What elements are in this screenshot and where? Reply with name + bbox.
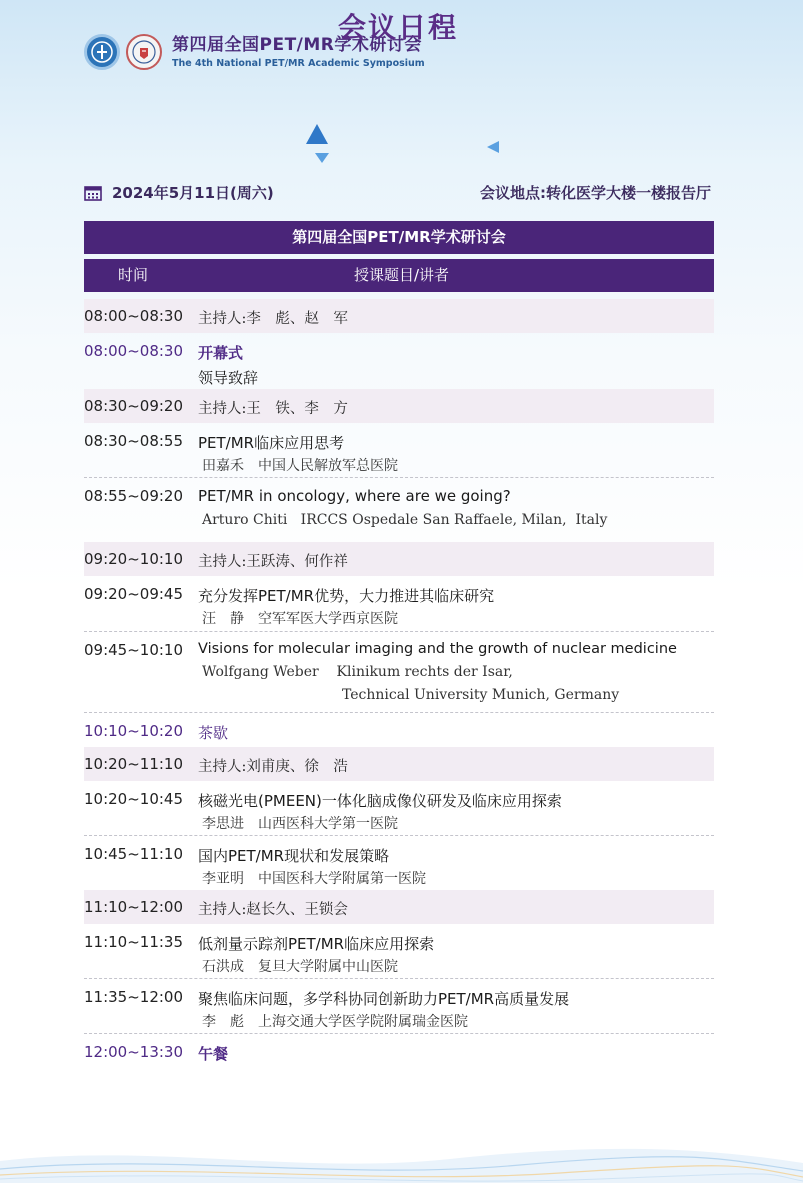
talk-speaker: 李 彪 上海交通大学医学院附属瑞金医院 bbox=[202, 1014, 468, 1030]
session-time: 08:30~09:20 bbox=[84, 397, 184, 415]
header-title-en: The 4th National PET/MR Academic Symposium bbox=[172, 58, 425, 69]
talk-row bbox=[84, 423, 714, 478]
session-time: 08:00~08:30 bbox=[84, 307, 184, 325]
talk-time: 09:20~09:45 bbox=[84, 585, 184, 603]
talk-title: 低剂量示踪剂PET/MR临床应用探索 bbox=[198, 935, 435, 953]
talk-title: PET/MR in oncology, where are we going? bbox=[198, 487, 511, 505]
talk-time: 10:20~10:45 bbox=[84, 790, 184, 808]
university-logo bbox=[126, 34, 162, 70]
talk-time: 11:35~12:00 bbox=[84, 988, 184, 1006]
hospital-logo bbox=[84, 34, 120, 70]
page-title: 会议日程 bbox=[338, 11, 459, 44]
moderator-names: 主持人:刘甫庚、徐 浩 bbox=[198, 759, 348, 775]
talk-speaker: Arturo Chiti IRCCS Ospedale San Raffaele, Milan, Italy bbox=[202, 512, 608, 528]
session-time: 12:00~13:30 bbox=[84, 1043, 184, 1061]
talk-row bbox=[84, 632, 714, 713]
session-time: 08:00~08:30 bbox=[84, 342, 184, 360]
opening-ceremony-row bbox=[84, 333, 714, 389]
moderator-names: 主持人:王 铁、李 方 bbox=[198, 401, 348, 417]
session-time: 10:10~10:20 bbox=[84, 722, 184, 740]
date-text: 2024年5月11日(周六) bbox=[112, 184, 274, 202]
talk-title: 充分发挥PET/MR优势，大力推进其临床研究 bbox=[198, 587, 495, 605]
talk-speaker: 石洪成 复旦大学附属中山医院 bbox=[202, 959, 398, 975]
talk-time: 11:10~11:35 bbox=[84, 933, 184, 951]
talk-speaker: 李亚明 中国医科大学附属第一医院 bbox=[202, 871, 426, 887]
session-time: 11:10~12:00 bbox=[84, 898, 184, 916]
talk-row bbox=[84, 478, 714, 542]
talk-time: 10:45~11:10 bbox=[84, 845, 184, 863]
triangle-icon bbox=[314, 152, 330, 164]
talk-row bbox=[84, 781, 714, 836]
talk-time: 09:45~10:10 bbox=[84, 641, 184, 659]
talk-row bbox=[84, 979, 714, 1034]
talk-speaker-affiliation: Technical University Munich, Germany bbox=[342, 687, 620, 703]
table-banner: 第四届全国PET/MR学术研讨会 bbox=[84, 221, 714, 254]
moderator-row bbox=[84, 389, 714, 423]
table-column-header bbox=[84, 259, 714, 292]
session-time: 10:20~11:10 bbox=[84, 755, 184, 773]
talk-speaker: 汪 静 空军军医大学西京医院 bbox=[202, 611, 398, 627]
talk-title: 国内PET/MR现状和发展策略 bbox=[198, 847, 390, 865]
talk-title: 聚焦临床问题，多学科协同创新助力PET/MR高质量发展 bbox=[198, 990, 570, 1008]
header-title-cn: 第四届全国PET/MR学术研讨会 bbox=[172, 35, 422, 55]
column-time: 时间 bbox=[118, 266, 149, 284]
break-row bbox=[84, 713, 714, 747]
agenda-list bbox=[84, 299, 714, 1068]
talk-speaker: Wolfgang Weber Klinikum rechts der Isar, bbox=[202, 664, 513, 680]
event-title: 茶歇 bbox=[198, 724, 229, 742]
talk-row bbox=[84, 924, 714, 979]
talk-time: 08:55~09:20 bbox=[84, 487, 184, 505]
talk-title: 核磁光电(PMEEN)一体化脑成像仪研发及临床应用探索 bbox=[198, 792, 562, 810]
moderator-row bbox=[84, 542, 714, 576]
session-time: 09:20~10:10 bbox=[84, 550, 184, 568]
calendar-icon bbox=[84, 185, 102, 201]
moderator-row bbox=[84, 299, 714, 333]
talk-speaker: 李思进 山西医科大学第一医院 bbox=[202, 816, 398, 832]
talk-time: 08:30~08:55 bbox=[84, 432, 184, 450]
moderator-names: 主持人:王跃涛、何作祥 bbox=[198, 554, 348, 570]
column-topic: 授课题目/讲者 bbox=[354, 266, 450, 284]
moderator-names: 主持人:李 彪、赵 军 bbox=[198, 311, 348, 327]
triangle-icon bbox=[486, 140, 500, 154]
moderator-names: 主持人:赵长久、王锁会 bbox=[198, 902, 348, 918]
talk-row bbox=[84, 576, 714, 632]
decorative-waves bbox=[0, 1103, 803, 1183]
talk-title: Visions for molecular imaging and the growth of nuclear medicine bbox=[198, 641, 677, 657]
date-info bbox=[84, 182, 274, 203]
venue-text: 会议地点:转化医学大楼一楼报告厅 bbox=[479, 184, 711, 202]
triangle-icon bbox=[304, 122, 330, 146]
event-title: 开幕式 bbox=[198, 344, 244, 362]
talk-row bbox=[84, 836, 714, 890]
event-subtitle: 领导致辞 bbox=[198, 369, 259, 387]
lunch-row bbox=[84, 1034, 714, 1068]
talk-title: PET/MR临床应用思考 bbox=[198, 434, 345, 452]
talk-speaker: 田嘉禾 中国人民解放军总医院 bbox=[202, 458, 398, 474]
moderator-row bbox=[84, 747, 714, 781]
event-title: 午餐 bbox=[198, 1045, 229, 1063]
moderator-row bbox=[84, 890, 714, 924]
